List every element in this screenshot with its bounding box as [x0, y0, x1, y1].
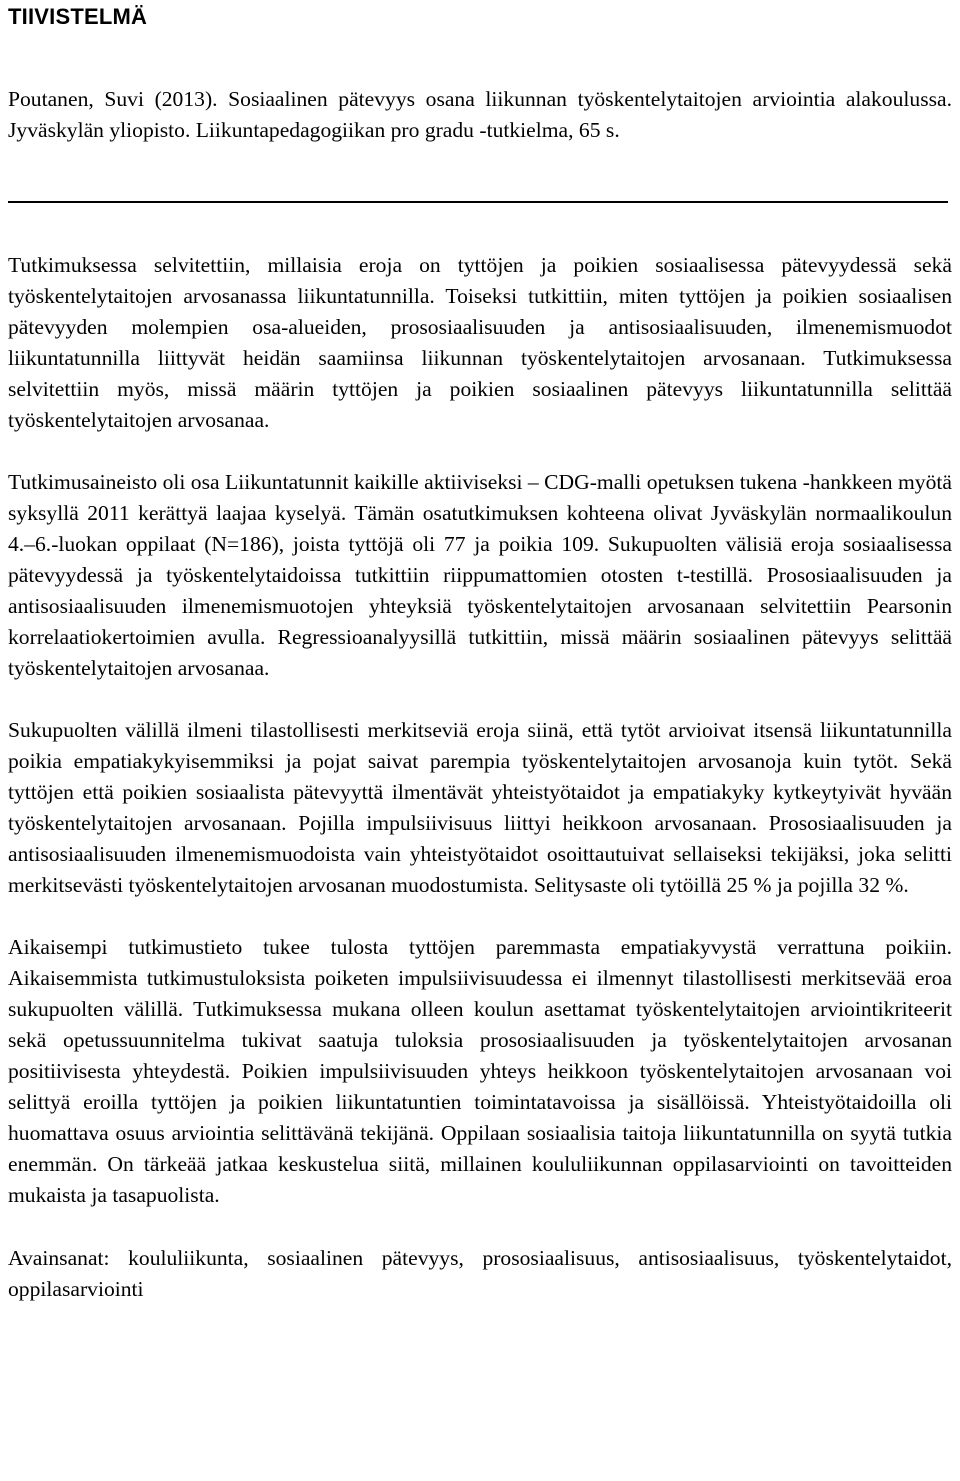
abstract-keywords: Avainsanat: koululiikunta, sosiaalinen pätevyys, prososiaalisuus, antisosiaalisuus, työskentelytaidot, oppilasarviointi [8, 1246, 952, 1301]
thesis-citation: Poutanen, Suvi (2013). Sosiaalinen pätevyys osana liikunnan työskentelytaitojen arviointia alakoulussa. Jyväskylän yliopisto. Liikuntapedagogiikan pro gradu -tutkielma, 65 s. [8, 87, 952, 142]
abstract-paragraph-method: Tutkimusaineisto oli osa Liikuntatunnit kaikille aktiiviseksi – CDG-malli opetuksen tukena -hankkeen myötä syksyllä 2011 kerättyä laajaa kyselyä. Tämän osatutkimuksen kohteena olivat Jyväskylän normaalikoulun 4.–6.-luokan oppilaat (N=186), joista tyttöjä oli 77 ja poikia 109. Sukupuolten välisiä eroja sosiaalisessa pätevyydessä ja työskentelytaidoissa tutkittiin riippumattomien otosten t-testillä. Prososiaalisuuden ja antisosiaalisuuden ilmenemismuotojen yhteyksiä työskentelytaitojen arvosanaan selvitettiin Pearsonin korrelaatiokertoimien avulla. Regressioanalyysillä tutkittiin, missä määrin sosiaalinen pätevyys selittää työskentelytaitojen arvosanaa. [8, 470, 952, 680]
abstract-page [8, 0, 952, 1305]
horizontal-rule [8, 201, 948, 203]
abstract-paragraph-results: Sukupuolten välillä ilmeni tilastollisesti merkitseviä eroja siinä, että tytöt arvioivat itsensä liikuntatunnilla poikia empatiakykyisemmiksi ja pojat saivat parempia työskentelytaitojen arvosanoja kuin tytöt. Sekä tyttöjen että poikien sosiaalista pätevyyttä ilmentävät yhteistyötaidot ja empatiakyky kytkeytyivät hyvään työskentelytaitojen arvosanaan. Pojilla impulsiivisuus liittyi heikkoon arvosanaan. Prososiaalisuuden ja antisosiaalisuuden ilmenemismuodoista vain yhteistyötaidot osoittautuivat sellaiseksi tekijäksi, joka selitti merkitsevästi työskentelytaitojen arvosanan muodostumista. Selitysaste oli tytöillä 25 % ja pojilla 32 %. [8, 718, 952, 897]
abstract-heading: TIIVISTELMÄ [8, 4, 148, 29]
abstract-paragraph-discussion: Aikaisempi tutkimustieto tukee tulosta tyttöjen paremmasta empatiakyvystä verrattuna poikiin. Aikaisemmista tutkimustuloksista poiketen impulsiivisuudessa ei ilmennyt tilastollisesti merkitsevää eroa sukupuolten välillä. Tutkimuksessa mukana olleen koulun asettamat työskentelytaitojen arviointikriteerit sekä opetussuunnitelma tukivat saatuja tuloksia prososiaalisuuden ja työskentelytaitojen arvosanan positiivisesta yhteydestä. Poikien impulsiivisuuden yhteys heikkoon työskentelytaitojen arvosanaan voi selittyä eroilla tyttöjen ja poikien liikuntatuntien toimintatavoissa ja sisällöissä. Yhteistyötaidoilla oli huomattava osuus arviointia selittävänä tekijänä. Oppilaan sosiaalisia taitoja liikuntatunnilla on syytä tutkia enemmän. On tärkeää jatkaa keskustelua siitä, millainen koululiikunnan oppilasarviointi on tavoitteiden mukaista ja tasapuolista. [8, 935, 952, 1207]
abstract-paragraph-aims: Tutkimuksessa selvitettiin, millaisia eroja on tyttöjen ja poikien sosiaalisessa pätevyydessä sekä työskentelytaitojen arvosanassa liikuntatunnilla. Toiseksi tutkittiin, miten tyttöjen ja poikien sosiaalisen pätevyyden molempien osa-alueiden, prososiaalisuuden ja antisosiaalisuuden, ilmenemismuodot liikuntatunnilla liittyvät heidän saamiinsa liikunnan työskentelytaitojen arvosanaan. Tutkimuksessa selvitettiin myös, missä määrin tyttöjen ja poikien sosiaalinen pätevyys liikuntatunnilla selittää työskentelytaitojen arvosanaa. [8, 253, 952, 432]
